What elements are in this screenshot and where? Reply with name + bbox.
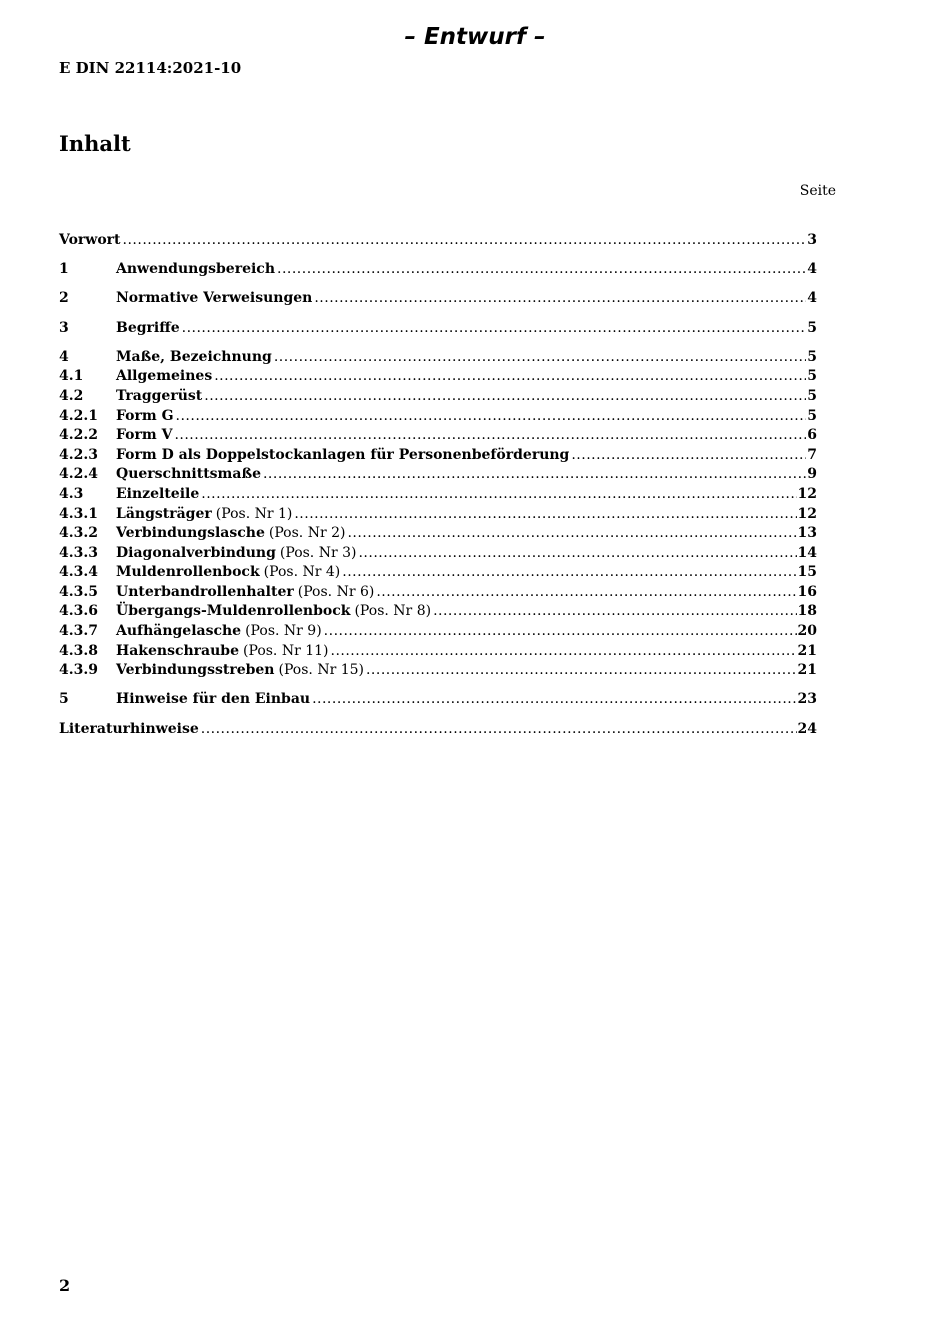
- toc-entry-position: (Pos. Nr 8): [354, 603, 432, 620]
- toc-entry-title: Literaturhinweise: [59, 720, 199, 737]
- toc-dot-leader: [274, 348, 806, 368]
- toc-entry-position: (Pos. Nr 6): [297, 583, 375, 600]
- toc-entry-title: Form G: [116, 407, 174, 424]
- toc-entry[interactable]: [59, 319, 817, 339]
- toc-entry-number: 4.3.3: [59, 544, 98, 561]
- toc-entry-position: (Pos. Nr 11): [243, 642, 329, 659]
- toc-entry-page: 13: [797, 525, 817, 542]
- toc-entry-number: 4.3.5: [59, 583, 98, 600]
- footer-page-number: 2: [59, 1276, 71, 1295]
- toc-entry-number: 4.2: [59, 387, 84, 404]
- document-id: E DIN 22114:2021-10: [59, 59, 242, 77]
- toc-entry-title: Querschnittsmaße: [116, 466, 261, 483]
- toc-entry-page: 3: [807, 232, 817, 248]
- toc-entry-number: 5: [59, 691, 69, 708]
- toc-entry-title: Traggerüst: [116, 387, 203, 404]
- toc-entry[interactable]: [59, 661, 817, 681]
- toc-entry-page: 14: [797, 544, 817, 561]
- toc-entry-title: Normative Verweisungen: [116, 290, 313, 307]
- toc-entry-title: Muldenrollenbock: [116, 564, 260, 581]
- toc-dot-leader: [312, 690, 796, 710]
- toc-entry[interactable]: [59, 485, 817, 505]
- toc-entry[interactable]: [59, 446, 817, 466]
- toc-entry-page: 23: [797, 691, 817, 708]
- toc-entry-title: Vorwort: [59, 232, 121, 248]
- toc-entry-page: 20: [797, 623, 817, 640]
- toc-entry-number: 1: [59, 261, 69, 278]
- toc-entry-position: (Pos. Nr 4): [263, 564, 341, 581]
- toc-entry-title: Einzelteile: [116, 485, 200, 502]
- toc-entry-number: 4: [59, 348, 69, 365]
- toc-entry-page: 9: [807, 466, 817, 483]
- toc-entry[interactable]: [59, 348, 817, 368]
- toc-dot-leader: [331, 642, 797, 662]
- toc-entry-number: 4.3.8: [59, 642, 98, 659]
- toc-entry[interactable]: [59, 602, 817, 622]
- toc-entry-number: 2: [59, 290, 69, 307]
- toc-entry[interactable]: [59, 563, 817, 583]
- toc-entry-number: 4.3.4: [59, 564, 98, 581]
- toc-entry[interactable]: [59, 690, 817, 710]
- toc-entry-title: Diagonalverbindung: [116, 544, 276, 561]
- toc-entry-page: 12: [797, 505, 817, 522]
- toc-entry-page: 15: [797, 564, 817, 581]
- toc-entry[interactable]: [59, 289, 817, 309]
- toc-entry[interactable]: [59, 583, 817, 603]
- toc-entry-title: Unterbandrollenhalter: [116, 583, 294, 600]
- toc-entry-page: 21: [797, 662, 817, 679]
- toc-dot-leader: [376, 583, 796, 603]
- toc-dot-leader: [277, 260, 806, 280]
- toc-entry-title: Verbindungslasche: [116, 525, 265, 542]
- toc-entry-position: (Pos. Nr 15): [278, 662, 364, 679]
- toc-dot-leader: [182, 319, 807, 339]
- toc-entry[interactable]: [59, 231, 817, 251]
- toc-entry-number: 4.3.7: [59, 623, 98, 640]
- toc-entry-number: 4.3.1: [59, 505, 98, 522]
- toc-entry-number: 4.3.2: [59, 525, 98, 542]
- toc-entry-number: 4.2.4: [59, 466, 98, 483]
- toc-entry-title: Hakenschraube: [116, 642, 239, 659]
- toc-dot-leader: [174, 426, 806, 446]
- toc-dot-leader: [204, 387, 806, 407]
- toc-entry-position: (Pos. Nr 3): [279, 544, 357, 561]
- toc-entry-position: (Pos. Nr 9): [245, 623, 322, 640]
- toc-dot-leader: [123, 231, 807, 251]
- toc-entry[interactable]: [59, 260, 817, 280]
- toc-dot-leader: [358, 544, 796, 564]
- toc-entry-number: 3: [59, 319, 69, 336]
- toc-entry-title: Form V: [116, 427, 173, 444]
- toc-entry-number: 4.2.1: [59, 407, 98, 424]
- toc-entry-title: Aufhängelasche: [116, 623, 242, 640]
- toc-entry[interactable]: [59, 426, 817, 446]
- toc-entry-title: Form D als Doppelstockanlagen für Personenbeförderung: [116, 446, 570, 463]
- toc-entry-page: 7: [807, 446, 817, 463]
- toc-entry-title: Verbindungsstreben: [116, 662, 275, 679]
- toc-entry[interactable]: [59, 505, 817, 525]
- toc-entry-title: Hinweise für den Einbau: [116, 691, 311, 708]
- toc-dot-leader: [342, 563, 796, 583]
- toc-heading: Inhalt: [59, 131, 131, 156]
- toc-dot-leader: [176, 407, 807, 427]
- toc-entry-position: (Pos. Nr 1): [215, 505, 293, 522]
- toc-entry-page: 5: [807, 368, 817, 385]
- toc-entry-page: 5: [807, 319, 817, 336]
- toc-entry[interactable]: [59, 720, 817, 740]
- toc-dot-leader: [433, 602, 796, 622]
- toc-entry[interactable]: [59, 465, 817, 485]
- toc-entry-number: 4.3.9: [59, 662, 98, 679]
- toc-entry-title: Maße, Bezeichnung: [116, 348, 272, 365]
- toc-entry-position: (Pos. Nr 2): [268, 525, 346, 542]
- toc-entry[interactable]: [59, 642, 817, 662]
- toc-dot-leader: [347, 524, 796, 544]
- toc-entry-number: 4.1: [59, 368, 84, 385]
- toc-entry[interactable]: [59, 524, 817, 544]
- toc-entry-page: 4: [807, 261, 817, 278]
- toc-entry-title: Anwendungsbereich: [116, 261, 275, 278]
- toc-entry[interactable]: [59, 544, 817, 564]
- toc-entry-page: 12: [797, 485, 817, 502]
- draft-watermark: – Entwurf –: [404, 24, 546, 50]
- toc-entry-page: 5: [807, 407, 817, 424]
- toc-entry-title: Begriffe: [116, 319, 180, 336]
- toc-dot-leader: [366, 661, 797, 681]
- toc-dot-leader: [201, 720, 797, 740]
- toc-entry-number: 4.2.3: [59, 446, 98, 463]
- toc-entry-title: Längsträger: [116, 505, 212, 522]
- toc-dot-leader: [214, 367, 806, 387]
- toc-entry-title: Allgemeines: [116, 368, 213, 385]
- toc-dot-leader: [294, 505, 796, 525]
- toc-entry-page: 18: [797, 603, 817, 620]
- toc-entry-page: 6: [807, 427, 817, 444]
- toc-entry[interactable]: [59, 387, 817, 407]
- toc-entry-page: 5: [807, 348, 817, 365]
- toc-dot-leader: [571, 446, 806, 466]
- page-column-label: Seite: [799, 183, 836, 199]
- toc-entry-page: 24: [797, 720, 817, 737]
- toc-entry-page: 16: [797, 583, 817, 600]
- toc-dot-leader: [263, 465, 806, 485]
- table-of-contents: [59, 231, 817, 739]
- toc-entry-title: Übergangs-Muldenrollenbock: [116, 603, 351, 620]
- toc-entry-number: 4.3.6: [59, 603, 98, 620]
- toc-entry-page: 4: [807, 290, 817, 307]
- toc-entry-number: 4.3: [59, 485, 84, 502]
- toc-entry-page: 5: [807, 387, 817, 404]
- toc-dot-leader: [314, 289, 806, 309]
- toc-entry-number: 4.2.2: [59, 427, 98, 444]
- toc-entry[interactable]: [59, 407, 817, 427]
- toc-entry-page: 21: [797, 642, 817, 659]
- toc-dot-leader: [324, 622, 797, 642]
- toc-entry[interactable]: [59, 367, 817, 387]
- toc-dot-leader: [201, 485, 796, 505]
- toc-entry[interactable]: [59, 622, 817, 642]
